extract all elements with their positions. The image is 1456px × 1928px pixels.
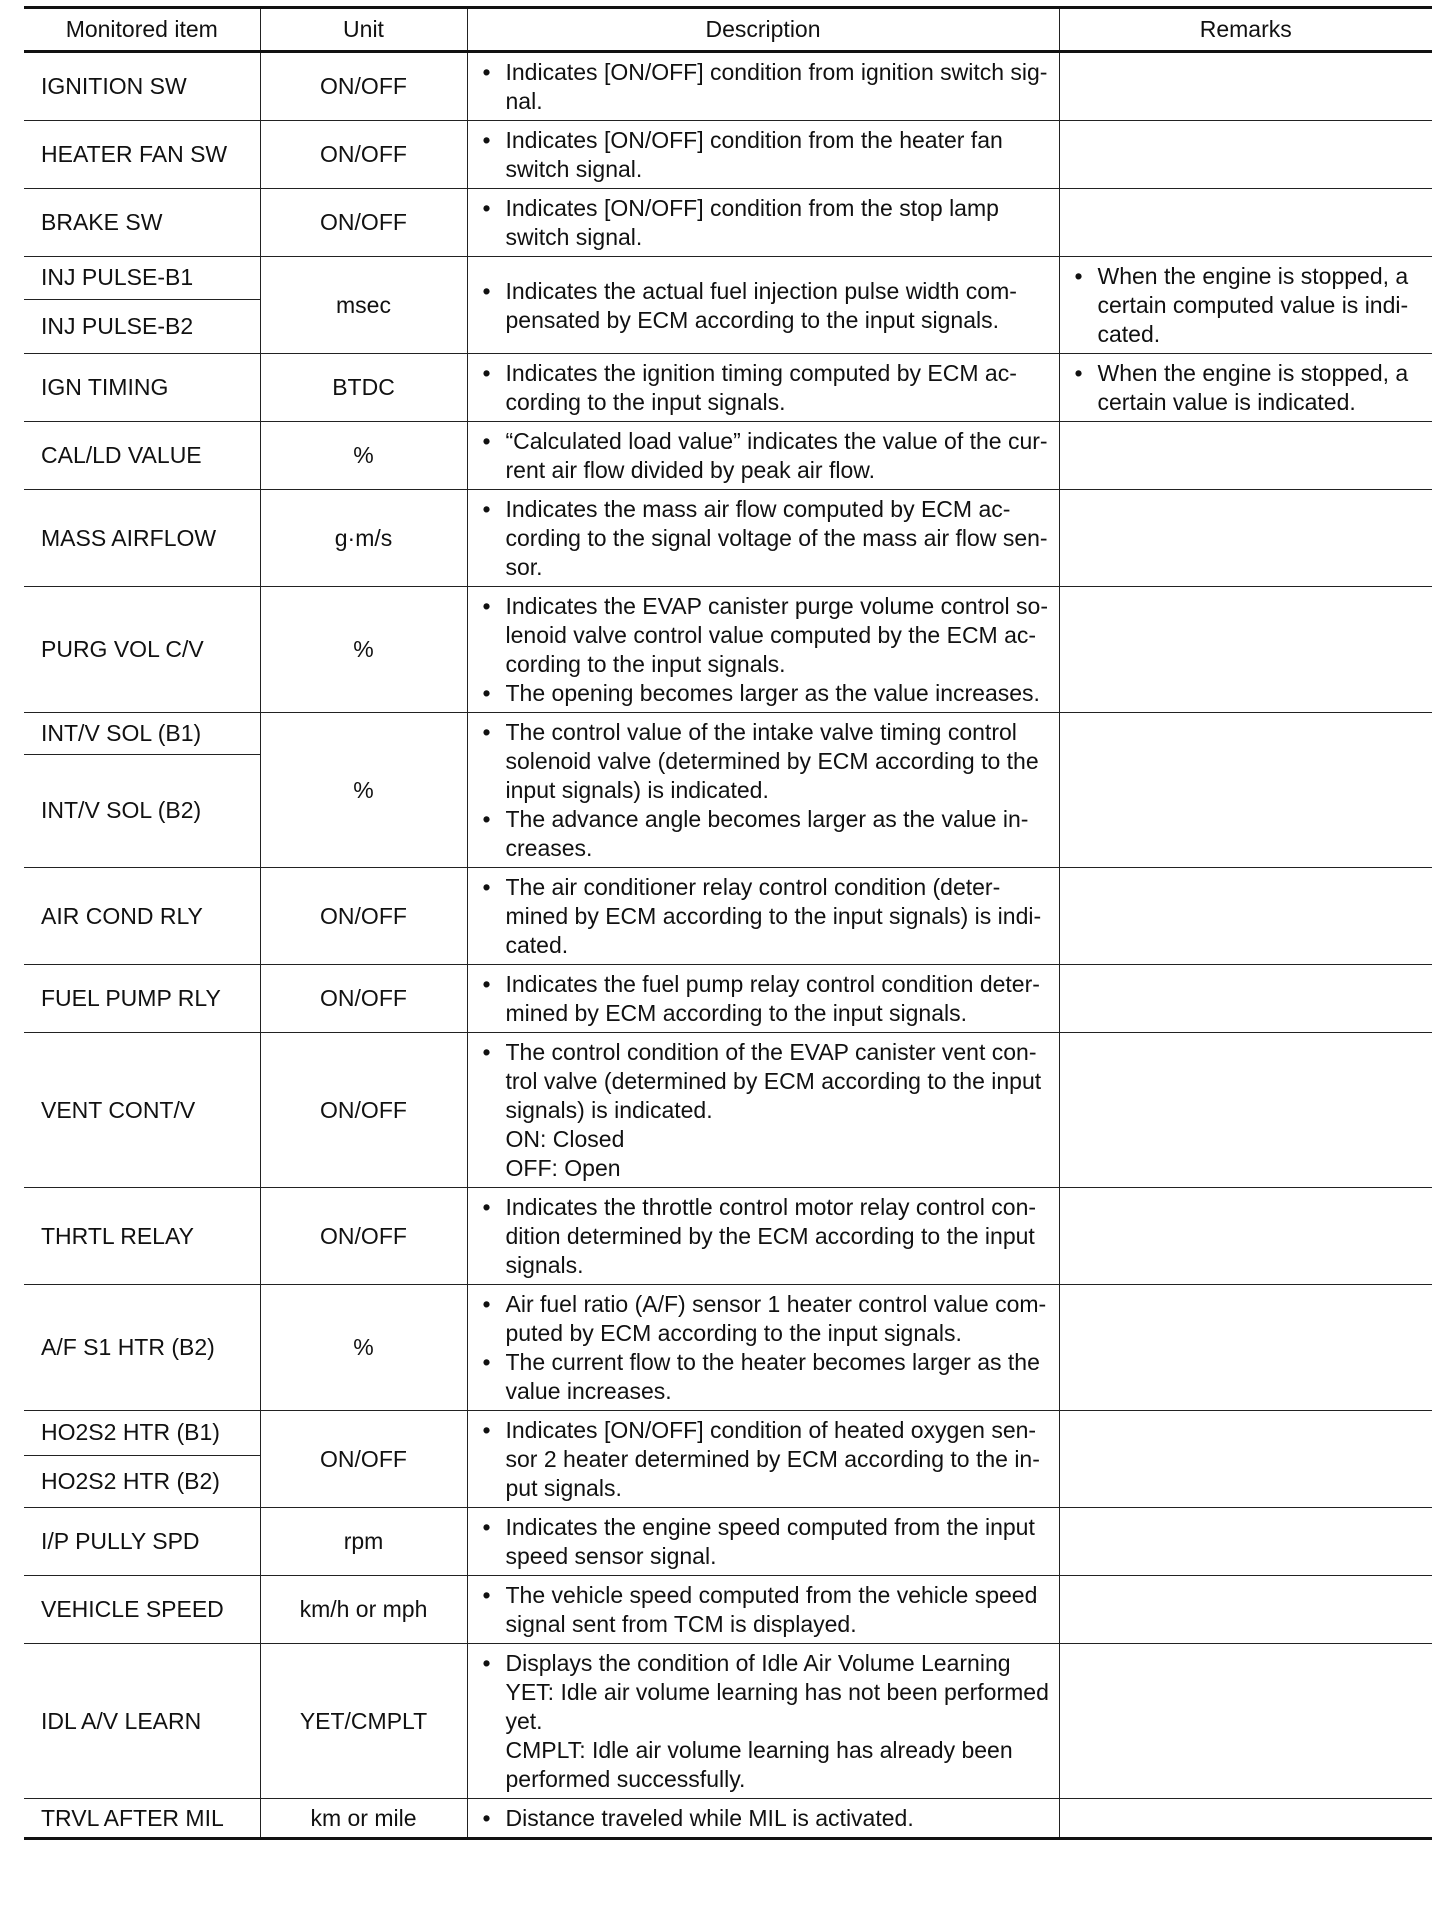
monitored-items-table [24, 6, 1432, 1840]
bullet-icon: • [482, 360, 491, 386]
monitored-item-cell: INT/V SOL (B1) [24, 713, 260, 755]
table-row [24, 354, 1432, 422]
bullet-icon: • [482, 874, 491, 900]
description-cell [467, 1285, 1059, 1411]
monitored-item-cell: AIR COND RLY [24, 868, 260, 965]
header-monitored-item: Monitored item [24, 8, 260, 52]
description-line: value increases. [505, 1378, 672, 1404]
bullet-icon: • [482, 428, 491, 454]
header-remarks: Remarks [1059, 8, 1432, 52]
description-text: Indicates the throttle control motor relay control con- [505, 1194, 1037, 1220]
remarks-cell [1059, 1644, 1432, 1799]
description-line: dition determined by the ECM according to the input [505, 1223, 1035, 1249]
remarks-line: certain computed value is indi- [1097, 292, 1409, 318]
monitored-item-cell: CAL/LD VALUE [24, 422, 260, 490]
remarks-line: cated. [1097, 321, 1161, 347]
remarks-line [1060, 262, 1425, 291]
table-row [24, 1033, 1432, 1188]
remarks-cell [1059, 1188, 1432, 1285]
header-description: Description [467, 8, 1059, 52]
description-line: switch signal. [505, 224, 643, 250]
description-line: yet. [505, 1708, 543, 1734]
monitor-table-page [24, 6, 1432, 1840]
remarks-cell [1059, 713, 1432, 868]
bullet-icon: • [482, 1194, 491, 1220]
bullet-icon: • [482, 593, 491, 619]
description-text: Indicates [ON/OFF] condition of heated oxygen sen- [505, 1417, 1037, 1443]
remarks-cell [1059, 490, 1432, 587]
monitored-item-cell: THRTL RELAY [24, 1188, 260, 1285]
monitored-item-cell: VEHICLE SPEED [24, 1576, 260, 1644]
description-cell [467, 1188, 1059, 1285]
header-unit: Unit [260, 8, 467, 52]
description-line: solenoid valve (determined by ECM according to the [505, 748, 1039, 774]
description-line: lenoid valve control value computed by the ECM ac- [505, 622, 1037, 648]
table-row [24, 1188, 1432, 1285]
description-line: puted by ECM according to the input signals. [505, 1320, 962, 1346]
description-text: “Calculated load value” indicates the value of the cur- [505, 428, 1048, 454]
monitored-item-cell: IGN TIMING [24, 354, 260, 422]
unit-cell: ON/OFF [260, 1033, 467, 1188]
table-row [24, 490, 1432, 587]
description-text: Indicates the actual fuel injection pulse width com- [505, 277, 1017, 304]
description-text: Indicates [ON/OFF] condition from ignition switch sig- [505, 59, 1048, 85]
remarks-cell [1059, 1411, 1432, 1508]
monitored-item-cell: MASS AIRFLOW [24, 490, 260, 587]
unit-cell: ON/OFF [260, 1411, 467, 1508]
description-line [468, 58, 1051, 87]
table-row [24, 965, 1432, 1033]
remarks-cell [1059, 1033, 1432, 1188]
monitored-item-cell: INT/V SOL (B2) [24, 754, 260, 867]
description-line [468, 970, 1051, 999]
monitored-item-cell: HO2S2 HTR (B1) [24, 1411, 260, 1456]
description-cell [467, 1644, 1059, 1799]
table-row [24, 1508, 1432, 1576]
description-line: pensated by ECM according to the input signals. [505, 306, 1000, 333]
description-line [468, 1193, 1051, 1222]
description-line: mined by ECM according to the input signals) is indi- [505, 903, 1042, 929]
table-row [24, 189, 1432, 257]
unit-cell: ON/OFF [260, 121, 467, 189]
description-line [468, 126, 1051, 155]
description-text: The opening becomes larger as the value increases. [505, 680, 1040, 706]
description-cell [467, 52, 1059, 121]
description-cell [467, 868, 1059, 965]
monitored-item-cell: IDL A/V LEARN [24, 1644, 260, 1799]
description-line [468, 194, 1051, 223]
monitored-item-cell: BRAKE SW [24, 189, 260, 257]
description-line [468, 1038, 1051, 1067]
unit-cell: ON/OFF [260, 965, 467, 1033]
description-text: Indicates the mass air flow computed by ECM ac- [505, 496, 1011, 522]
table-row [24, 1799, 1432, 1839]
unit-cell: % [260, 587, 467, 713]
description-text: The current flow to the heater becomes larger as the [505, 1349, 1040, 1375]
monitored-item-cell: HO2S2 HTR (B2) [24, 1455, 260, 1507]
table-row [24, 257, 1432, 300]
table-row [24, 1411, 1432, 1456]
remarks-cell [1059, 121, 1432, 189]
table-row [24, 587, 1432, 713]
bullet-icon: • [1074, 360, 1083, 386]
unit-cell: ON/OFF [260, 189, 467, 257]
description-line: signals. [505, 1252, 584, 1278]
description-line: switch signal. [505, 156, 643, 182]
description-line [468, 679, 1051, 708]
description-text: Indicates the ignition timing computed by ECM ac- [505, 360, 1017, 386]
description-cell [467, 587, 1059, 713]
table-row [24, 121, 1432, 189]
unit-cell: % [260, 713, 467, 868]
description-line: cording to the input signals. [505, 651, 786, 677]
description-text: The advance angle becomes larger as the value in- [505, 806, 1029, 832]
description-line: YET: Idle air volume learning has not been performed [505, 1679, 1049, 1705]
description-line [468, 495, 1051, 524]
table-body [24, 52, 1432, 1839]
table-row [24, 1576, 1432, 1644]
table-row [24, 1644, 1432, 1799]
description-line: CMPLT: Idle air volume learning has already been [505, 1737, 1013, 1763]
remarks-cell [1059, 868, 1432, 965]
unit-cell: ON/OFF [260, 52, 467, 121]
description-line: nal. [505, 88, 543, 114]
description-cell [467, 1799, 1059, 1839]
monitored-item-cell: I/P PULLY SPD [24, 1508, 260, 1576]
description-cell [467, 422, 1059, 490]
description-line: mined by ECM according to the input signals. [505, 1000, 968, 1026]
remarks-cell [1059, 354, 1432, 422]
description-line [468, 873, 1051, 902]
description-line: creases. [505, 835, 593, 861]
description-line: OFF: Open [505, 1155, 621, 1181]
description-text: The control value of the intake valve timing control [505, 719, 1017, 745]
description-line [468, 1581, 1051, 1610]
bullet-icon: • [482, 1417, 491, 1443]
description-cell [467, 121, 1059, 189]
unit-cell: % [260, 422, 467, 490]
monitored-item-cell: INJ PULSE-B2 [24, 299, 260, 353]
monitored-item-cell: IGNITION SW [24, 52, 260, 121]
description-line [468, 1649, 1051, 1678]
description-cell [467, 189, 1059, 257]
remarks-cell [1059, 1508, 1432, 1576]
bullet-icon: • [482, 496, 491, 522]
description-cell [467, 257, 1059, 354]
description-cell [467, 713, 1059, 868]
unit-cell: rpm [260, 1508, 467, 1576]
description-line: cated. [505, 932, 569, 958]
unit-cell: ON/OFF [260, 1188, 467, 1285]
description-line: performed successfully. [505, 1766, 746, 1792]
description-line [468, 592, 1051, 621]
description-line: cording to the input signals. [505, 389, 786, 415]
description-line: signal sent from TCM is displayed. [505, 1611, 857, 1637]
bullet-icon: • [482, 1805, 491, 1831]
description-cell [467, 1411, 1059, 1508]
description-line: sor. [505, 554, 543, 580]
remarks-line: certain value is indicated. [1097, 389, 1356, 415]
remarks-line [1060, 359, 1425, 388]
description-cell [467, 1576, 1059, 1644]
description-cell [467, 1033, 1059, 1188]
remarks-cell [1059, 965, 1432, 1033]
bullet-icon: • [482, 719, 491, 745]
description-line: ON: Closed [505, 1126, 625, 1152]
bullet-icon: • [482, 971, 491, 997]
description-line [468, 1513, 1051, 1542]
bullet-icon: • [482, 195, 491, 221]
description-line [468, 277, 1051, 306]
table-header [24, 8, 1432, 52]
monitored-item-cell: PURG VOL C/V [24, 587, 260, 713]
description-text: Air fuel ratio (A/F) sensor 1 heater control value com- [505, 1291, 1047, 1317]
bullet-icon: • [482, 59, 491, 85]
remarks-cell [1059, 1799, 1432, 1839]
monitored-item-cell: FUEL PUMP RLY [24, 965, 260, 1033]
bullet-icon: • [482, 1039, 491, 1065]
description-text: Distance traveled while MIL is activated. [505, 1805, 914, 1831]
description-line [468, 359, 1051, 388]
monitored-item-cell: A/F S1 HTR (B2) [24, 1285, 260, 1411]
bullet-icon: • [482, 1291, 491, 1317]
unit-cell: % [260, 1285, 467, 1411]
description-line [468, 1804, 1051, 1833]
table-row [24, 868, 1432, 965]
description-line: sor 2 heater determined by ECM according to the in- [505, 1446, 1040, 1472]
description-text: Displays the condition of Idle Air Volume Learning [505, 1650, 1011, 1676]
unit-cell: km or mile [260, 1799, 467, 1839]
monitored-item-cell: TRVL AFTER MIL [24, 1799, 260, 1839]
bullet-icon: • [482, 1349, 491, 1375]
description-cell [467, 354, 1059, 422]
remarks-text: When the engine is stopped, a [1097, 360, 1409, 386]
description-text: Indicates the engine speed computed from the input [505, 1514, 1035, 1540]
description-text: Indicates [ON/OFF] condition from the stop lamp [505, 195, 999, 221]
bullet-icon: • [482, 1650, 491, 1676]
bullet-icon: • [482, 806, 491, 832]
unit-cell: YET/CMPLT [260, 1644, 467, 1799]
monitored-item-cell: VENT CONT/V [24, 1033, 260, 1188]
description-line: rent air flow divided by peak air flow. [505, 457, 875, 483]
description-line: signals) is indicated. [505, 1097, 713, 1123]
remarks-text: When the engine is stopped, a [1097, 263, 1409, 289]
description-cell [467, 490, 1059, 587]
table-row [24, 713, 1432, 755]
monitored-item-cell: HEATER FAN SW [24, 121, 260, 189]
remarks-cell [1059, 189, 1432, 257]
description-text: Indicates [ON/OFF] condition from the heater fan [505, 127, 1003, 153]
description-text: Indicates the fuel pump relay control condition deter- [505, 971, 1040, 997]
bullet-icon: • [482, 1514, 491, 1540]
remarks-cell [1059, 1576, 1432, 1644]
bullet-icon: • [482, 277, 491, 304]
description-text: The air conditioner relay control condition (deter- [505, 874, 1001, 900]
unit-cell: g·m/s [260, 490, 467, 587]
description-line [468, 718, 1051, 747]
remarks-cell [1059, 257, 1432, 354]
description-line: speed sensor signal. [505, 1543, 717, 1569]
description-cell [467, 965, 1059, 1033]
remarks-cell [1059, 587, 1432, 713]
description-line [468, 1416, 1051, 1445]
description-line [468, 427, 1051, 456]
bullet-icon: • [482, 127, 491, 153]
description-line: put signals. [505, 1475, 622, 1501]
remarks-cell [1059, 52, 1432, 121]
description-cell [467, 1508, 1059, 1576]
bullet-icon: • [482, 1582, 491, 1608]
unit-cell: km/h or mph [260, 1576, 467, 1644]
description-line [468, 1290, 1051, 1319]
unit-cell: BTDC [260, 354, 467, 422]
description-line [468, 1348, 1051, 1377]
table-row [24, 1285, 1432, 1411]
description-line: trol valve (determined by ECM according to the input [505, 1068, 1042, 1094]
description-text: The control condition of the EVAP canister vent con- [505, 1039, 1037, 1065]
remarks-cell [1059, 422, 1432, 490]
description-text: The vehicle speed computed from the vehicle speed [505, 1582, 1038, 1608]
description-line [468, 805, 1051, 834]
bullet-icon: • [1074, 263, 1083, 289]
unit-cell: msec [260, 257, 467, 354]
remarks-cell [1059, 1285, 1432, 1411]
table-row [24, 52, 1432, 121]
description-line: input signals) is indicated. [505, 777, 769, 803]
table-row [24, 422, 1432, 490]
header-row [24, 8, 1432, 52]
description-text: Indicates the EVAP canister purge volume control so- [505, 593, 1048, 619]
unit-cell: ON/OFF [260, 868, 467, 965]
description-line: cording to the signal voltage of the mass air flow sen- [505, 525, 1048, 551]
bullet-icon: • [482, 680, 491, 706]
monitored-item-cell: INJ PULSE-B1 [24, 257, 260, 300]
